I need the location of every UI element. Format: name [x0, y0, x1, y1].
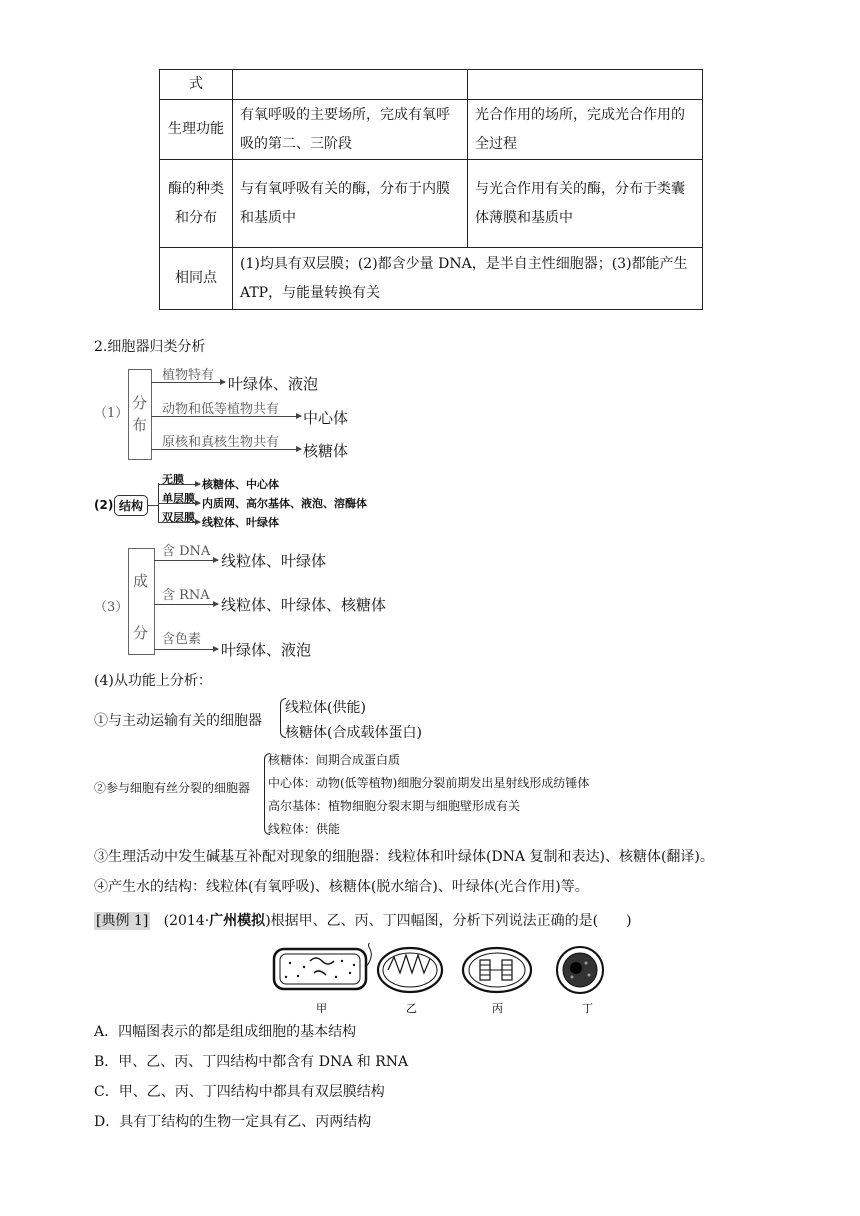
arrow: [151, 449, 301, 450]
branch-result: 叶绿体、液泡: [228, 375, 319, 393]
option-d: D．具有丁结构的生物一定具有乙、丙两结构: [94, 1114, 372, 1130]
arrow: [158, 484, 200, 485]
table-cell: [468, 70, 703, 100]
branch-result: 线粒体、叶绿体: [202, 516, 279, 529]
example-source-emph: 广州模拟: [209, 913, 266, 929]
branch-result: 叶绿体、液泡: [221, 641, 312, 659]
table-cell: 与有氧呼吸有关的酶，分布于内膜和基质中: [233, 160, 468, 248]
figure-label: 乙: [406, 1002, 417, 1015]
category-char: 成: [133, 572, 149, 590]
function-item: 核糖体(合成载体蛋白): [285, 725, 422, 741]
branch-label: 含 DNA: [162, 544, 211, 559]
example-tag: [典例 1]: [96, 913, 149, 929]
figure-label: 甲: [316, 1002, 327, 1015]
diagram-number: （3）: [94, 600, 129, 615]
arrow: [158, 503, 200, 504]
option-c: C．甲、乙、丙、丁四结构中都具有双层膜结构: [94, 1084, 385, 1100]
table-row: [160, 248, 703, 310]
branch-label: 植物特有: [162, 368, 215, 383]
example-question-text: )根据甲、乙、丙、丁四幅图，分析下列说法正确的是( ): [265, 913, 632, 929]
branch-label: 含 RNA: [162, 588, 210, 603]
function-item: 中心体：动物(低等植物)细胞分裂前期发出星射线形成纺锤体: [268, 776, 590, 790]
function-item: 线粒体(供能): [285, 700, 366, 716]
table-header-cell: 式: [160, 70, 233, 100]
branch-result: 线粒体、叶绿体: [221, 552, 327, 570]
subsection-title: (4)从功能上分析：: [94, 673, 212, 689]
paragraph: ③生理活动中发生碱基互补配对现象的细胞器：线粒体和叶绿体(DNA 复制和表达)、核糖体(翻译)。: [94, 849, 714, 865]
arrow: [151, 382, 225, 383]
example-question: [94, 910, 632, 930]
table-header-cell: 生理功能: [160, 100, 233, 160]
branch-label: 含色素: [162, 632, 202, 647]
diagram-number: (2): [94, 498, 114, 512]
branch-result: 核糖体、中心体: [202, 478, 279, 491]
function-lead: ②参与细胞有丝分裂的细胞器: [94, 781, 251, 795]
category-box: 结构: [114, 495, 148, 516]
cell-figure: [274, 943, 373, 989]
option-a: A．四幅图表示的都是组成细胞的基本结构: [94, 1024, 357, 1040]
table-row: [160, 70, 703, 100]
category-char: 分: [133, 624, 149, 642]
branch-label: 动物和低等植物共有: [162, 402, 280, 417]
table-cell: 有氧呼吸的主要场所，完成有氧呼吸的第二、三阶段: [233, 100, 468, 160]
chloroplast-figure: [463, 948, 531, 992]
organelle-figures: [270, 943, 615, 1018]
branch-result: 线粒体、叶绿体、核糖体: [221, 596, 387, 614]
function-item: 核糖体：间期合成蛋白质: [268, 753, 401, 767]
branch-result: 内质网、高尔基体、液泡、溶酶体: [202, 497, 367, 510]
example-source: (2014·: [163, 913, 210, 929]
table-row: [160, 160, 703, 248]
category-char: 布: [132, 416, 148, 434]
nucleus-figure: [557, 947, 603, 993]
category-char: 分: [132, 394, 148, 412]
mitochondrion-figure: [378, 948, 442, 992]
table-cell: [233, 70, 468, 100]
table-row: [160, 100, 703, 160]
arrow: [154, 560, 218, 561]
table-cell: 光合作用的场所，完成光合作用的全过程: [468, 100, 703, 160]
table-header-cell: 酶的种类和分布: [160, 160, 233, 248]
diagram-number: （1）: [94, 406, 129, 421]
section-title: 2.细胞器归类分析: [94, 339, 206, 355]
figure-label: 丁: [582, 1002, 593, 1015]
paragraph: ④产生水的结构：线粒体(有氧呼吸)、核糖体(脱水缩合)、叶绿体(光合作用)等。: [94, 879, 589, 895]
comparison-table: [159, 69, 703, 310]
function-item: 线粒体：供能: [268, 822, 341, 836]
function-lead: ①与主动运输有关的细胞器: [94, 713, 262, 729]
table-cell: (1)均具有双层膜；(2)都含少量 DNA，是半自主性细胞器；(3)都能产生 ATP，与能量转换有关: [233, 248, 703, 310]
arrow: [158, 522, 200, 523]
arrow: [151, 416, 301, 417]
branch-result: 核糖体: [303, 442, 349, 460]
branch-label: 单层膜: [162, 492, 195, 505]
table-cell: 与光合作用有关的酶，分布于类囊体薄膜和基质中: [468, 160, 703, 248]
table-header-cell: 相同点: [160, 248, 233, 310]
branch-label: 原核和真核生物共有: [162, 435, 280, 450]
branch-label: 无膜: [162, 473, 184, 486]
function-item: 高尔基体：植物细胞分裂末期与细胞壁形成有关: [268, 799, 521, 813]
arrow: [154, 604, 218, 605]
arrow: [154, 649, 218, 650]
option-b: B．甲、乙、丙、丁四结构中都含有 DNA 和 RNA: [94, 1054, 409, 1070]
branch-result: 中心体: [303, 409, 349, 427]
figure-label: 丙: [492, 1002, 503, 1015]
branch-label: 双层膜: [162, 511, 195, 524]
